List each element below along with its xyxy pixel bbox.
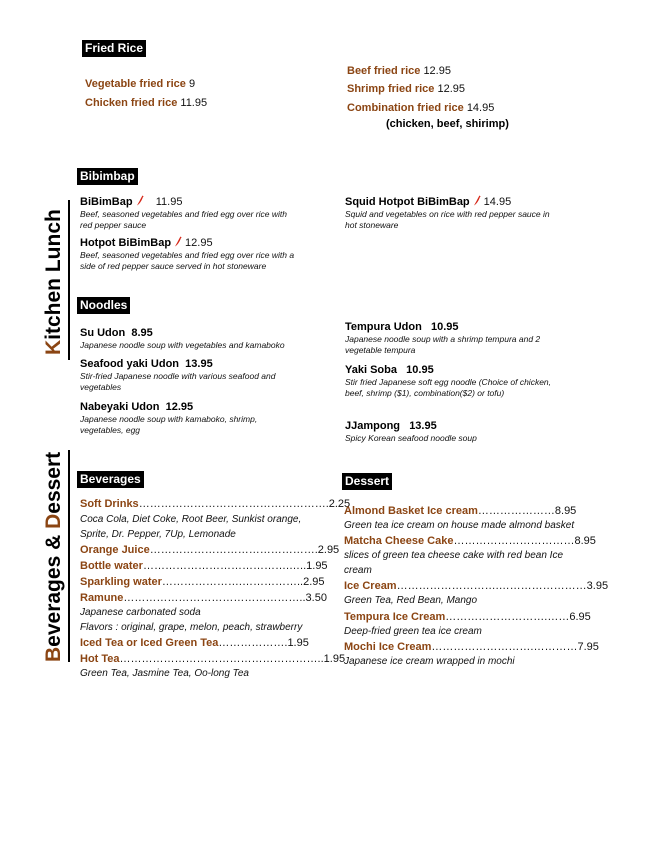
item-price: 11.95 [155,196,183,208]
item-name: Soft Drinks [80,498,139,510]
dessert-rest: essert [42,451,65,514]
item-name: Ice Cream [344,580,397,592]
item-price: 1.95 [306,560,328,572]
item-price: 2.95 [303,576,325,588]
item-dots: …………………………… [453,535,575,547]
item-description: Green Tea, Red Bean, Mango [344,595,478,606]
item-name: Bottle water [80,560,143,572]
menu-item-hotpot-bibimbap [80,236,213,250]
item-description: Japanese noodle soup with a shrimp tempura and 2 vegetable tempura [345,334,541,355]
menu-item-iced-tea [80,636,309,650]
chili-pepper-icon [136,195,144,206]
item-description: Japanese noodle soup with vegetables and kamaboko [80,340,285,350]
item-description: Japanese noodle soup with kamaboko, shrimp, vegetables, egg [80,414,258,435]
menu-item-vegetable-fried-rice [85,77,195,91]
menu-item-su-udon [80,326,153,340]
item-name: Matcha Cheese Cake [344,535,454,547]
item-price: 12.95 [423,65,451,77]
menu-item-yaki-soba [345,363,434,377]
item-description: Flavors : original, grape, melon, peach, strawberry [80,622,303,633]
item-description: Stir-fried Japanese noodle with various seafood and vegetables [80,371,276,392]
menu-item-squid-hotpot-bibimbap [345,195,511,209]
item-name: Orange Juice [80,544,150,556]
menu-item-jjampong [345,419,437,433]
menu-item-bibimbap [80,195,182,209]
item-price: 8.95 [574,535,596,547]
item-price: 3.50 [305,592,327,604]
sidebar-title-kitchen-lunch [42,209,66,355]
item-price: 12.95 [185,237,213,249]
item-name: Shrimp fried rice [347,83,435,95]
kitchen-initial: K [42,339,65,355]
item-dots: ……………………….………… [431,641,578,653]
section-header-bibimbap: Bibimbap [77,168,138,185]
item-price: 12.95 [437,83,466,95]
item-price: 12.95 [165,401,194,413]
item-name: Sparkling water [80,576,162,588]
menu-item-combination-fried-rice [347,101,494,115]
sidebar-title-beverages-dessert [42,452,66,662]
item-description: Coca Cola, Diet Coke, Root Beer, Sunkist orange, [80,514,302,525]
item-price: 6.95 [569,611,591,623]
menu-item-almond-basket [344,504,576,518]
section-header-fried-rice: Fried Rice [82,40,146,57]
item-price: 7.95 [577,641,599,653]
item-name: Vegetable fried rice [85,78,186,90]
item-dots: ………………………………………….. [123,592,306,604]
section-header-beverages: Beverages [77,471,144,488]
item-name: JJampong [345,420,401,432]
item-price: 2.25 [328,498,351,510]
item-name: Squid Hotpot BiBimBap [345,196,470,208]
menu-item-shrimp-fried-rice [347,82,465,96]
menu-item-tempura-udon [345,320,459,334]
item-price: 10.95 [430,321,459,333]
item-dots: ……………………………………………. [138,498,329,510]
item-name: Tempura Udon [345,321,422,333]
item-description: Spicy Korean seafood noodle soup [345,433,477,443]
item-name: Seafood yaki Udon [80,358,180,370]
menu-item-tempura-ice-cream [344,610,591,624]
item-dots: ………………………………….….. [142,560,307,572]
item-description: Sprite, Dr. Pepper, 7Up, Lemonade [80,529,236,540]
dessert-initial: D [42,513,65,529]
item-description: Green Tea, Jasmine Tea, Oo-long Tea [80,668,249,679]
menu-item-hot-tea [80,652,345,666]
menu-item-bottle-water [80,559,328,573]
item-price: 11.95 [180,97,208,109]
item-dots: ……………………………………………….. [119,653,324,665]
item-name: Hotpot BiBimBap [80,237,172,249]
item-description: Stir fried Japanese soft egg noodle (Choice of chicken, beef, shrimp ($1), combination($2) or tofu) [345,377,552,398]
item-dots: ………………… [477,505,555,517]
item-description: Deep-fried green tea ice cream [344,626,482,637]
item-name: Ramune [80,592,124,604]
item-dots: ……………………….…………………… [396,580,587,592]
item-name: Su Udon [80,327,126,339]
item-name: Tempura Ice Cream [344,611,446,623]
chili-pepper-icon [473,195,481,206]
item-price: 8.95 [131,327,153,339]
item-price: 3.95 [586,580,609,592]
item-price: 9 [188,78,196,90]
item-name: Yaki Soba [345,364,397,376]
menu-item-mochi-ice-cream [344,640,599,654]
item-name: Iced Tea or Iced Green Tea [80,637,219,649]
item-name: BiBimBap [80,196,133,208]
item-price: 14.95 [483,196,512,208]
item-description: cream [344,565,372,576]
item-description: Beef, seasoned vegetables and fried egg over rice with red pepper sauce [80,209,287,230]
section-header-noodles: Noodles [77,297,130,314]
menu-item-nabeyaki-udon [80,400,193,414]
combination-note: (chicken, beef, shirimp) [386,118,509,130]
item-price: 2.95 [317,544,340,556]
item-dots: ……………………….…… [445,611,570,623]
item-description: Japanese carbonated soda [80,607,201,618]
item-name: Beef fried rice [347,65,421,77]
item-price: 8.95 [554,505,577,517]
item-name: Nabeyaki Udon [80,401,160,413]
item-price: 1.95 [287,637,309,649]
sidebar-rule-beverages [68,450,70,662]
item-dots: ………………….…………….. [161,576,304,588]
menu-item-soft-drinks [80,497,350,511]
sidebar-rule-kitchen [68,200,70,360]
item-name: Chicken fried rice [85,97,178,109]
menu-item-ice-cream [344,579,608,593]
item-name: Almond Basket Ice cream [344,505,478,517]
item-description: Squid and vegetables on rice with red pepper sauce in hot stoneware [345,209,550,230]
chili-pepper-icon [174,236,182,247]
item-dots: ………………. [218,637,288,649]
item-price: 13.95 [185,358,213,370]
beverages-rest: everages & [42,528,65,647]
beverages-initial: B [42,646,65,662]
item-price: 10.95 [406,364,434,376]
item-name: Mochi Ice Cream [344,641,432,653]
menu-item-orange-juice [80,543,339,557]
item-description: slices of green tea cheese cake with red bean Ice [344,550,564,561]
section-header-dessert: Dessert [342,473,392,490]
item-description: Green tea ice cream on house made almond basket [344,520,575,531]
item-dots: ………………………………………. [149,544,318,556]
item-price: 13.95 [409,420,437,432]
menu-item-chicken-fried-rice [85,96,207,110]
menu-item-matcha-cheese-cake [344,534,596,548]
menu-item-sparkling-water [80,575,325,589]
item-price: 14.95 [466,102,495,114]
menu-item-seafood-yaki-udon [80,357,213,371]
menu-item-ramune [80,591,327,605]
kitchen-rest: itchen Lunch [42,209,65,340]
menu-item-beef-fried-rice [347,64,451,78]
item-description: Beef, seasoned vegetables and fried egg over rice with a side of red pepper sauce served in hot stoneware [80,250,295,271]
item-name: Hot Tea [80,653,120,665]
item-price: 1.95 [323,653,346,665]
item-name: Combination fried rice [347,102,464,114]
item-description: Japanese ice cream wrapped in mochi [344,656,515,667]
